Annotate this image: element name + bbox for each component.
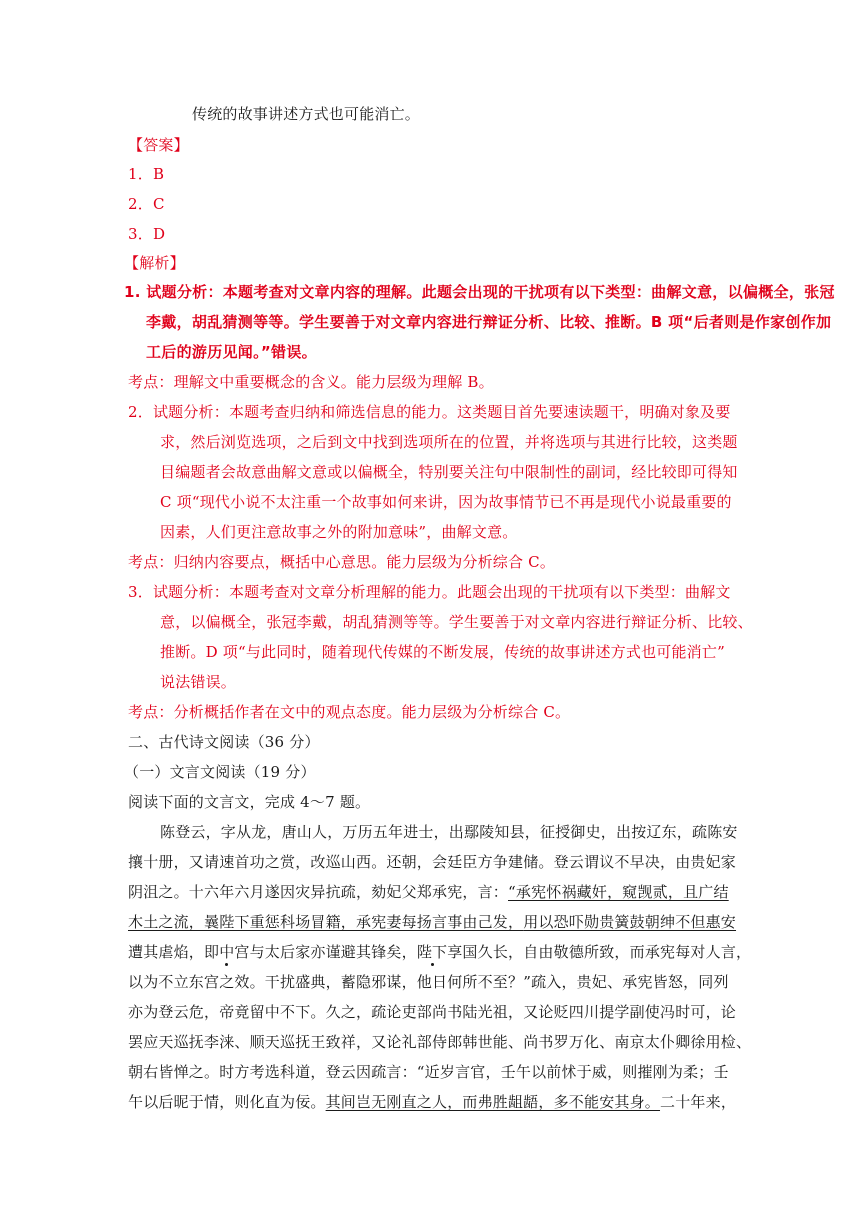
passage-line: 以为不立东宫之效。干扰盛典，蓄隐邪谋，他日何所不至？”疏入，贵妃、承宪皆怒，同列 xyxy=(128,973,729,991)
passage-segment: 午以后昵于情，则化直为佞。 xyxy=(128,1093,326,1111)
answer-1: 1．B xyxy=(128,165,165,183)
continuation-text: 传统的故事讲述方式也可能消亡。 xyxy=(192,105,421,123)
passage-segment: 阴沮之。十六年六月遂因灾异抗疏，劾妃父郑承宪，言： xyxy=(128,883,509,901)
passage-segment: 享国久长，自由敬德所致，而承宪每对人言， xyxy=(447,943,752,961)
passage-line: 朝右皆惮之。时方考选科道，登云因疏言：“近岁言官，壬午以前怵于威，则摧刚为柔；壬 xyxy=(128,1063,729,1081)
section-instruction: 阅读下面的文言文，完成 4～7 题。 xyxy=(128,793,371,811)
q1-analysis-line: 1. 试题分析：本题考查对文章内容的理解。此题会出现的干扰项有以下类型：曲解文意，以偏概全，张冠 xyxy=(124,283,835,301)
passage-line: 陈登云，字从龙，唐山人，万历五年进士，出鄢陵知县，征授御史，出按辽东，疏陈安 xyxy=(160,823,738,841)
q2-analysis-line: 目编题者会故意曲解文意或以偏概全，特别要关注句中限制性的副词，经比较即可得知 xyxy=(160,463,738,481)
q2-kaodian: 考点：归纳内容要点，概括中心意思。能力层级为分析综合 C。 xyxy=(128,553,556,571)
answer-3: 3．D xyxy=(128,225,166,243)
q2-analysis-line: 求，然后浏览选项，之后到文中找到选项所在的位置，并将选项与其进行比较，这类题 xyxy=(160,433,738,451)
q1-analysis-line: 工后的游历见闻。”错误。 xyxy=(146,343,317,361)
q1-kaodian: 考点：理解文中重要概念的含义。能力层级为理解 B。 xyxy=(128,373,494,391)
q2-analysis-line: 2．试题分析：本题考查归纳和筛选信息的能力。这类题目首先要速读题干，明确对象及要 xyxy=(128,403,731,421)
q2-analysis-line: C 项“现代小说不太注重一个故事如何来讲，因为故事情节已不再是现代小说最重要的 xyxy=(160,493,732,511)
q3-kaodian: 考点：分析概括作者在文中的观点态度。能力层级为分析综合 C。 xyxy=(128,703,571,721)
passage-segment: 二十年来， xyxy=(660,1093,737,1111)
passage-line xyxy=(128,1092,736,1112)
q3-analysis-line: 说法错误。 xyxy=(160,673,237,691)
passage-line: 罢应天巡抚李涞、顺天巡抚王致祥，又论礼部侍郎韩世能、尚书罗万化、南京太仆卿徐用检、 xyxy=(128,1033,752,1051)
section-subtitle: （一）文言文阅读（19 分） xyxy=(124,763,316,781)
underlined-segment: 木土之流，曩陛下重惩科场冒籍，承宪妻每扬言事由己发， xyxy=(128,913,524,931)
underlined-segment: “承宪怀祸藏奸，窥觊贰，且广结 xyxy=(508,883,729,901)
passage-line xyxy=(128,912,736,932)
passage-segment: 遭其虐焰，即 xyxy=(128,943,220,961)
answer-2: 2．C xyxy=(128,195,165,213)
passage-line xyxy=(128,942,751,962)
section-title: 二、古代诗文阅读（36 分） xyxy=(128,733,320,751)
answer-heading: 【答案】 xyxy=(128,136,189,154)
passage-line xyxy=(128,882,729,902)
emphasis-dotted-char: 中 xyxy=(219,943,235,961)
underlined-segment: 用以恐吓勋贵簧鼓朝绅不但惠安 xyxy=(523,913,737,931)
q3-analysis-line: 意，以偏概全，张冠李戴，胡乱猜测等等。学生要善于对文章内容进行辩证分析、比较、 xyxy=(160,613,753,631)
q2-analysis-line: 因素，人们更注意故事之外的附加意味”，曲解文意。 xyxy=(160,523,518,541)
analysis-heading: 【解析】 xyxy=(124,254,185,272)
passage-line: 攘十册，又请速首功之赏，改巡山西。还朝，会廷臣方争建储。登云谓议不早决，由贵妃家 xyxy=(128,853,737,871)
q3-analysis-line: 推断。D 项“与此同时，随着现代传媒的不断发展，传统的故事讲述方式也可能消亡” xyxy=(160,643,725,661)
underlined-segment: 其间岂无刚直之人，而弗胜龃龉，多不能安其身。 xyxy=(325,1093,661,1111)
emphasis-dotted-char: 陛下 xyxy=(416,943,448,961)
q3-analysis-line: 3．试题分析：本题考查对文章分析理解的能力。此题会出现的干扰项有以下类型：曲解文 xyxy=(128,583,731,601)
passage-line: 亦为登云危，帝竟留中不下。久之，疏论吏部尚书陆光祖，又论贬四川提学副使冯时可，论 xyxy=(128,1003,737,1021)
q1-analysis-line: 李戴，胡乱猜测等等。学生要善于对文章内容进行辩证分析、比较、推断。B 项“后者则是作家创作加 xyxy=(146,313,832,331)
passage-segment: 宫与太后家亦谨避其锋矣， xyxy=(234,943,417,961)
